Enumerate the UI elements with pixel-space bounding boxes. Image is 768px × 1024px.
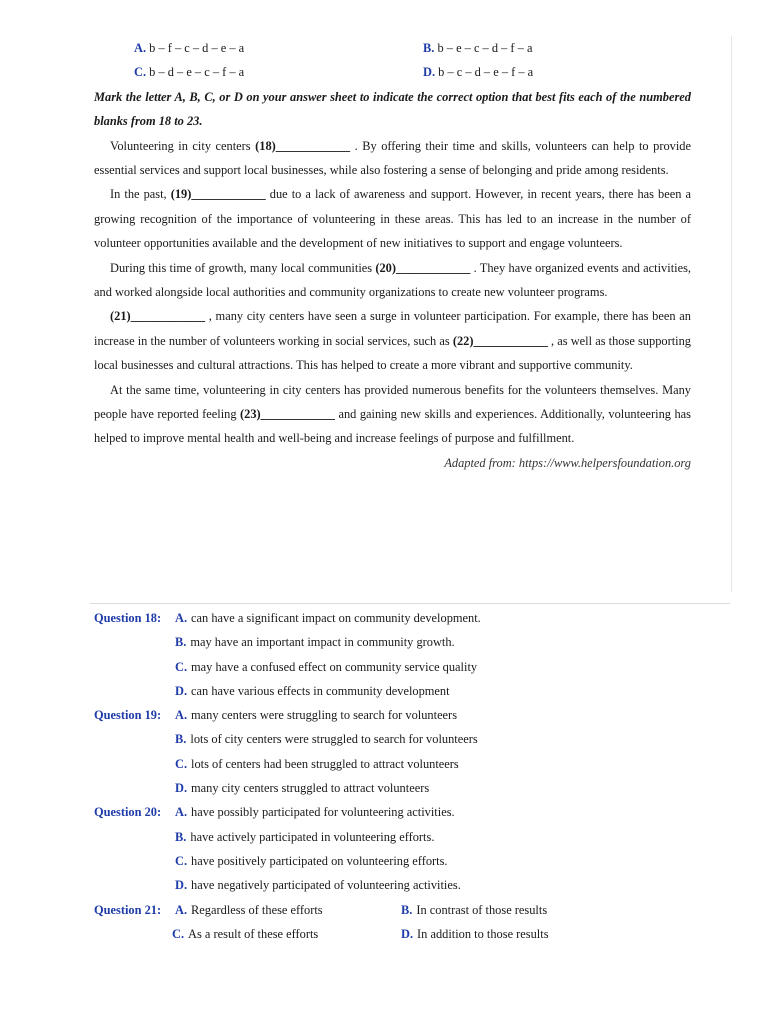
question-20-row-b bbox=[94, 825, 694, 849]
option-text: b – f – c – d – e – a bbox=[149, 41, 245, 55]
question-19-row-b bbox=[94, 727, 694, 751]
paragraph-5 bbox=[94, 378, 691, 451]
paragraph-4 bbox=[94, 304, 691, 377]
question-21-row-2 bbox=[94, 922, 694, 946]
blank-19: (19)____________ bbox=[170, 187, 266, 202]
option-letter: D. bbox=[175, 878, 188, 893]
section-divider bbox=[90, 603, 730, 604]
q20-option-c[interactable] bbox=[175, 849, 448, 873]
q18-option-b[interactable] bbox=[175, 630, 455, 654]
blank-20: (20)____________ bbox=[375, 260, 471, 275]
questions-section bbox=[94, 606, 694, 946]
reading-passage bbox=[94, 36, 691, 475]
source-citation: Adapted from: https://www.helpersfoundation.org bbox=[444, 455, 691, 470]
option-text: have possibly participated for volunteering activities. bbox=[191, 805, 455, 820]
question-18-row-c bbox=[94, 655, 694, 679]
option-letter: A. bbox=[134, 41, 147, 55]
q19-option-d[interactable] bbox=[175, 776, 429, 800]
paragraph-text: , as well as those supporting local businesses and cultural attractions. This has helped to create a more vibrant and supportive community. bbox=[94, 333, 691, 373]
q20-option-d[interactable] bbox=[175, 873, 461, 897]
q21-option-c[interactable] bbox=[172, 922, 401, 946]
option-text: b – e – c – d – f – a bbox=[437, 41, 533, 55]
q18-option-a[interactable] bbox=[175, 606, 481, 630]
option-letter: D. bbox=[175, 781, 188, 796]
q19-option-a[interactable] bbox=[175, 703, 457, 727]
option-text: have actively participated in volunteering efforts. bbox=[190, 829, 435, 844]
option-text: b – d – e – c – f – a bbox=[149, 65, 245, 80]
option-text: In addition to those results bbox=[417, 926, 549, 941]
order-option-d[interactable] bbox=[423, 60, 691, 84]
option-letter: B. bbox=[175, 829, 187, 844]
paragraph-3 bbox=[94, 256, 691, 305]
option-text: Regardless of these efforts bbox=[191, 902, 323, 917]
q18-option-d[interactable] bbox=[175, 679, 450, 703]
order-option-b[interactable] bbox=[423, 36, 691, 60]
question-21-row-1 bbox=[94, 898, 694, 922]
q20-option-b[interactable] bbox=[175, 825, 434, 849]
option-letter: A. bbox=[175, 708, 188, 723]
q19-option-b[interactable] bbox=[175, 727, 478, 751]
paragraph-text: In the past, bbox=[110, 187, 171, 202]
option-text: lots of centers had been struggled to attract volunteers bbox=[191, 756, 459, 771]
q20-option-a[interactable] bbox=[175, 800, 455, 824]
q19-option-c[interactable] bbox=[175, 752, 459, 776]
blank-23: (23)____________ bbox=[240, 407, 335, 422]
option-letter: B. bbox=[423, 41, 435, 55]
question-20-row-c bbox=[94, 849, 694, 873]
paragraph-text: due to a lack of awareness and support. However, in recent years, there has been a growing recognition of the importance of volunteering in these areas. This has led to an increase in the number of volunteer opportunities available and the development of new initiatives to support and engage volunteers. bbox=[94, 187, 692, 251]
question-18-row-b bbox=[94, 630, 694, 654]
option-text: may have a confused effect on community service quality bbox=[191, 659, 478, 674]
question-18-row-d bbox=[94, 679, 694, 703]
option-text: many city centers struggled to attract volunteers bbox=[191, 781, 430, 796]
option-text: many centers were struggling to search for volunteers bbox=[191, 708, 458, 723]
option-text: can have a significant impact on community development. bbox=[191, 611, 481, 625]
q21-option-b[interactable] bbox=[401, 898, 547, 922]
option-letter: D. bbox=[175, 683, 188, 698]
option-text: lots of city centers were struggled to search for volunteers bbox=[190, 732, 478, 747]
question-19-row-c bbox=[94, 752, 694, 776]
option-letter: B. bbox=[401, 902, 413, 917]
paragraph-2 bbox=[94, 182, 691, 255]
paragraph-text: . By offering their time and skills, volunteers can help to provide essential services and support local businesses, while also fostering a sense of belonging and pride among residents. bbox=[94, 138, 691, 177]
question-18-label: Question 18: bbox=[94, 611, 162, 625]
paragraph-text: and gaining new skills and experiences. Additionally, volunteering has helped to improve mental health and well-being and increase feelings of purpose and fulfillment. bbox=[94, 407, 691, 446]
question-19-label: Question 19: bbox=[94, 708, 162, 723]
paragraph-text: , many city centers have seen a surge in volunteer participation. For example, there has been an increase in the number of volunteers working in social services, such as bbox=[94, 309, 691, 348]
option-text: In contrast of those results bbox=[416, 902, 548, 917]
option-letter: D. bbox=[401, 926, 414, 941]
question-20-label: Question 20: bbox=[94, 805, 162, 820]
question-20-row-a bbox=[94, 800, 694, 824]
blank-18: (18)____________ bbox=[255, 138, 351, 153]
option-letter: C. bbox=[175, 756, 188, 771]
option-letter: C. bbox=[175, 853, 188, 868]
option-letter: A. bbox=[175, 902, 188, 917]
blank-21: (21)____________ bbox=[110, 309, 205, 324]
q21-option-a[interactable] bbox=[175, 898, 401, 922]
option-text: can have various effects in community development bbox=[191, 683, 450, 698]
question-18-row-a bbox=[94, 606, 694, 630]
q21-option-d[interactable] bbox=[401, 922, 549, 946]
option-text: As a result of these efforts bbox=[188, 926, 319, 941]
blank-22: (22)____________ bbox=[452, 333, 548, 348]
option-text: may have an important impact in community growth. bbox=[190, 635, 455, 650]
option-letter: A. bbox=[175, 611, 188, 625]
option-letter: C. bbox=[172, 926, 185, 941]
paragraph-text: During this time of growth, many local communities bbox=[110, 260, 376, 275]
question-20-row-d bbox=[94, 873, 694, 897]
option-text: have positively participated on volunteering efforts. bbox=[191, 853, 448, 868]
instruction-text: Mark the letter A, B, C, or D on your answer sheet to indicate the correct option that best fits each of the numbered blanks from 18 to 23. bbox=[94, 89, 691, 129]
paragraph-text: At the same time, volunteering in city centers has provided numerous benefits for the volunteers themselves. Many people have reported feeling bbox=[94, 382, 691, 422]
order-option-c[interactable] bbox=[94, 60, 423, 84]
question-21-label: Question 21: bbox=[94, 902, 162, 917]
option-letter: A. bbox=[175, 805, 188, 820]
order-option-a[interactable] bbox=[94, 36, 423, 60]
order-options-row-2 bbox=[94, 60, 691, 84]
q18-option-c[interactable] bbox=[175, 655, 477, 679]
option-letter: D. bbox=[423, 65, 436, 80]
paragraph-text: Volunteering in city centers bbox=[110, 138, 256, 153]
paragraph-text: . They have organized events and activities, and worked alongside local authorities and community organizations to create new volunteer programs. bbox=[94, 260, 691, 300]
option-letter: B. bbox=[175, 635, 187, 650]
option-letter: B. bbox=[175, 732, 187, 747]
paragraph-1 bbox=[94, 134, 691, 183]
option-letter: C. bbox=[175, 659, 188, 674]
option-text: b – c – d – e – f – a bbox=[438, 65, 534, 80]
question-19-row-a bbox=[94, 703, 694, 727]
order-options-row-1 bbox=[94, 36, 691, 60]
question-19-row-d bbox=[94, 776, 694, 800]
option-letter: C. bbox=[134, 65, 147, 80]
right-margin-line bbox=[731, 36, 732, 592]
option-text: have negatively participated of volunteering activities. bbox=[191, 878, 461, 893]
